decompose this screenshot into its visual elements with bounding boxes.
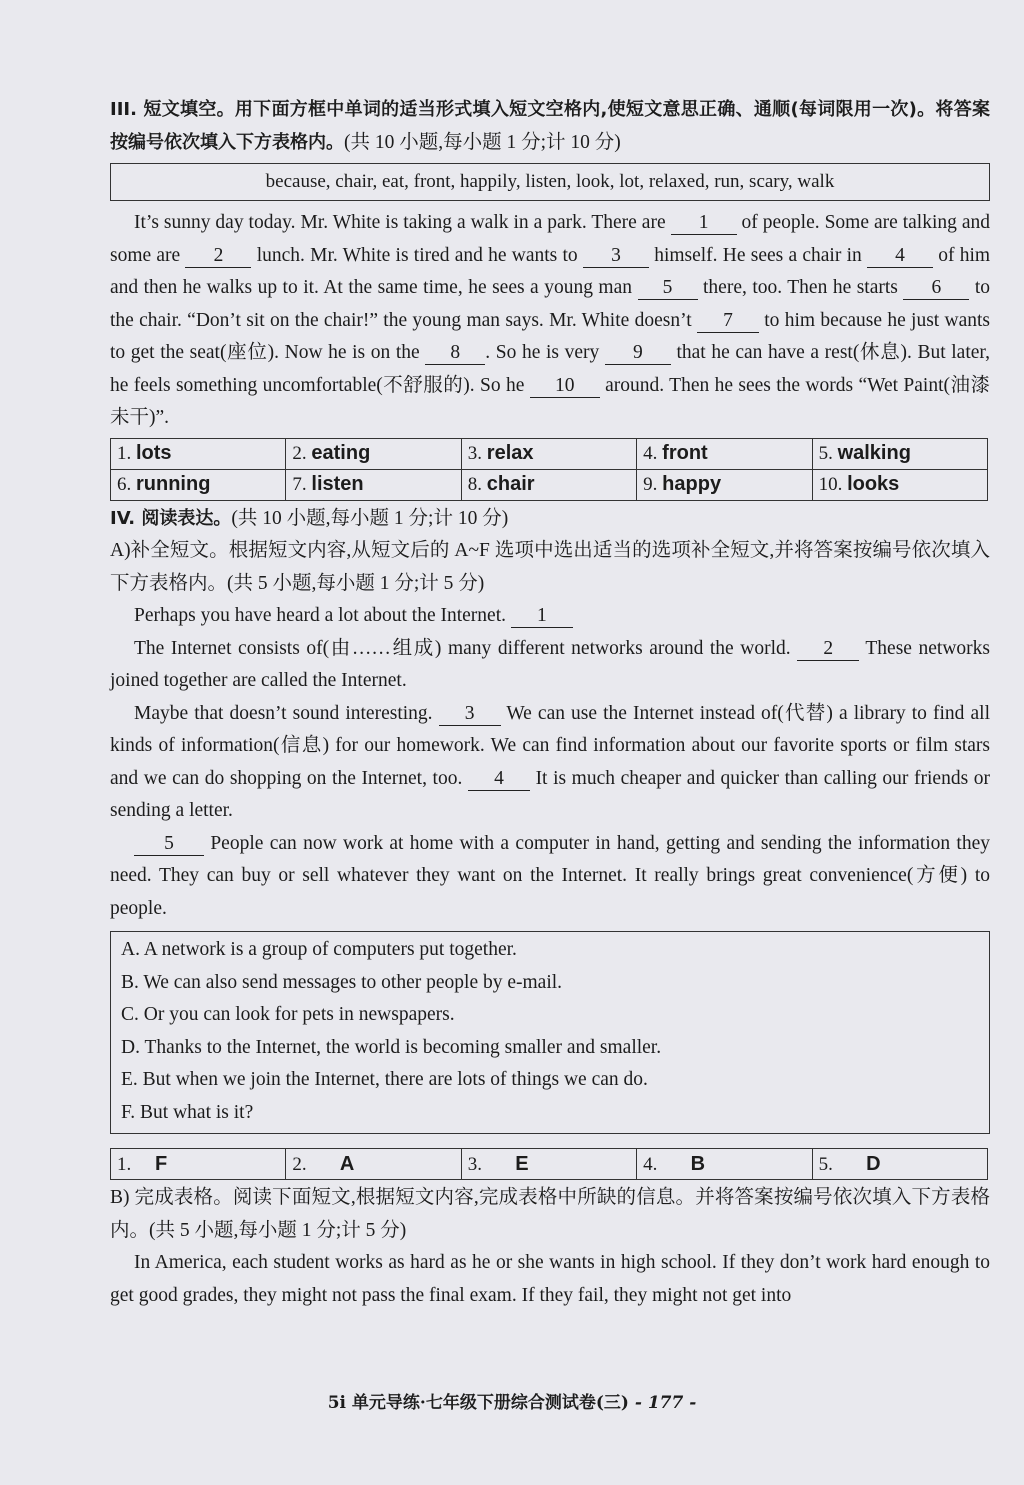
answer-cell[interactable]: 4. front <box>637 438 812 469</box>
option-e: E. But when we join the Internet, there are lots of things we can do. <box>121 1069 648 1090</box>
cloze-passage: It’s sunny day today. Mr. White is taking a walk in a park. There are 1 of people. Some are talking and some are 2 lunch. Mr. White is tired and he wants to 3 himself. He sees a chair in 4 of him and then he walks up to it. At the same time, he sees a young man 5 there, too. Then he starts 6 to the chair. “Don’t sit on the chair!” the young man says. Mr. White doesn’t 7 to him because he just wants to get the seat(座位). Now he is on the 8 . So he is very 9 that he can have a rest(休息). But later, he feels something uncomfortable(不舒服的). So he 10 around. Then he sees the words “Wet Paint(油漆未干)”. <box>110 212 991 428</box>
option-b: B. We can also send messages to other people by e-mail. <box>121 971 563 993</box>
table-row <box>111 438 988 469</box>
part-a-answer-table <box>110 1148 988 1180</box>
section-4-heading: IV. 阅读表达。(共 10 小题,每小题 1 分;计 10 分) <box>110 507 509 529</box>
part-a-paragraph-3: Maybe that doesn’t sound interesting. 3 We can use the Internet instead of(代替) a library to find all kinds of information(信息) for our homework. We can find information about our favorite sports or film stars and we can do shopping on the Internet, too. 4 It is much cheaper and quicker than calling our friends or sending a letter. <box>110 702 991 821</box>
options-box <box>110 931 990 1134</box>
option-a: A. A network is a group of computers put together. <box>121 939 517 960</box>
part-b-passage: In America, each student works as hard as he or she wants in high school. If they don’t work hard enough to get good grades, they might not pass the final exam. If they fail, they might not get into <box>110 1252 990 1306</box>
part-a-paragraph-4: 5 People can now work at home with a computer in hand, getting and sending the information they need. They can buy or sell whatever they want on the Internet. It really brings great convenience(方便) to people. <box>110 832 991 919</box>
word-box: because, chair, eat, front, happily, listen, look, lot, relaxed, run, scary, walk <box>110 163 990 201</box>
table-row <box>111 1149 988 1180</box>
answer-cell[interactable]: 10. looks <box>812 469 987 500</box>
answer-cell[interactable]: 7. listen <box>286 469 461 500</box>
answer-cell[interactable]: 2. eating <box>286 438 461 469</box>
blank-a3[interactable]: 3 <box>439 703 501 726</box>
blank-10[interactable]: 10 <box>530 375 600 398</box>
section-3-answer-table <box>110 438 988 501</box>
answer-cell[interactable]: 5. walking <box>812 438 987 469</box>
answer-cell[interactable]: 5. D <box>812 1149 987 1180</box>
answer-cell[interactable]: 2. A <box>286 1149 461 1180</box>
part-a-paragraph-1: Perhaps you have heard a lot about the Internet. 1 <box>110 600 990 633</box>
option-d: D. Thanks to the Internet, the world is becoming smaller and smaller. <box>121 1036 662 1058</box>
answer-cell[interactable]: 8. chair <box>461 469 636 500</box>
answer-cell[interactable]: 3. E <box>461 1149 636 1180</box>
answer-cell[interactable]: 3. relax <box>461 438 636 469</box>
table-row <box>111 469 988 500</box>
blank-1[interactable]: 1 <box>671 212 737 235</box>
part-a-instruction: A)补全短文。根据短文内容,从短文后的 A~F 选项中选出适当的选项补全短文,并将答案按编号依次填入下方表格内。(共 5 小题,每小题 1 分;计 5 分) <box>110 540 990 594</box>
page-number: - 177 - <box>634 1393 697 1413</box>
answer-cell[interactable]: 4. B <box>637 1149 812 1180</box>
blank-a2[interactable]: 2 <box>797 638 859 661</box>
blank-7[interactable]: 7 <box>697 310 759 333</box>
section-3-heading: III. 短文填空。用下面方框中单词的适当形式填入短文空格内,使短文意思正确、通顺(每词限用一次)。将答案按编号依次填入下方表格内。(共 10 小题,每小题 1 分;计 10 分) <box>110 99 990 153</box>
blank-6[interactable]: 6 <box>903 277 969 300</box>
blank-a4[interactable]: 4 <box>468 768 530 791</box>
page-footer <box>0 1388 1024 1413</box>
part-b-instruction: B) 完成表格。阅读下面短文,根据短文内容,完成表格中所缺的信息。并将答案按编号依次填入下方表格内。(共 5 小题,每小题 1 分;计 5 分) <box>110 1187 990 1241</box>
blank-2[interactable]: 2 <box>185 245 251 268</box>
part-a-paragraph-2: The Internet consists of(由……组成) many different networks around the world. 2 These networks joined together are called the Internet. <box>110 637 990 691</box>
blank-4[interactable]: 4 <box>867 245 933 268</box>
answer-cell[interactable]: 1. lots <box>111 438 286 469</box>
blank-8[interactable]: 8 <box>425 342 485 365</box>
answer-cell[interactable]: 9. happy <box>637 469 812 500</box>
exam-page <box>110 94 990 1312</box>
footer-title: 5i 单元导练·七年级下册综合测试卷(三) <box>327 1393 629 1413</box>
answer-cell[interactable]: 6. running <box>111 469 286 500</box>
blank-3[interactable]: 3 <box>583 245 649 268</box>
option-c: C. Or you can look for pets in newspapers. <box>121 1004 455 1025</box>
blank-a5[interactable]: 5 <box>134 833 204 856</box>
option-f: F. But what is it? <box>121 1101 254 1123</box>
answer-cell[interactable]: 1. F <box>111 1149 286 1180</box>
blank-9[interactable]: 9 <box>605 342 671 365</box>
blank-5[interactable]: 5 <box>638 277 698 300</box>
blank-a1[interactable]: 1 <box>511 605 573 628</box>
